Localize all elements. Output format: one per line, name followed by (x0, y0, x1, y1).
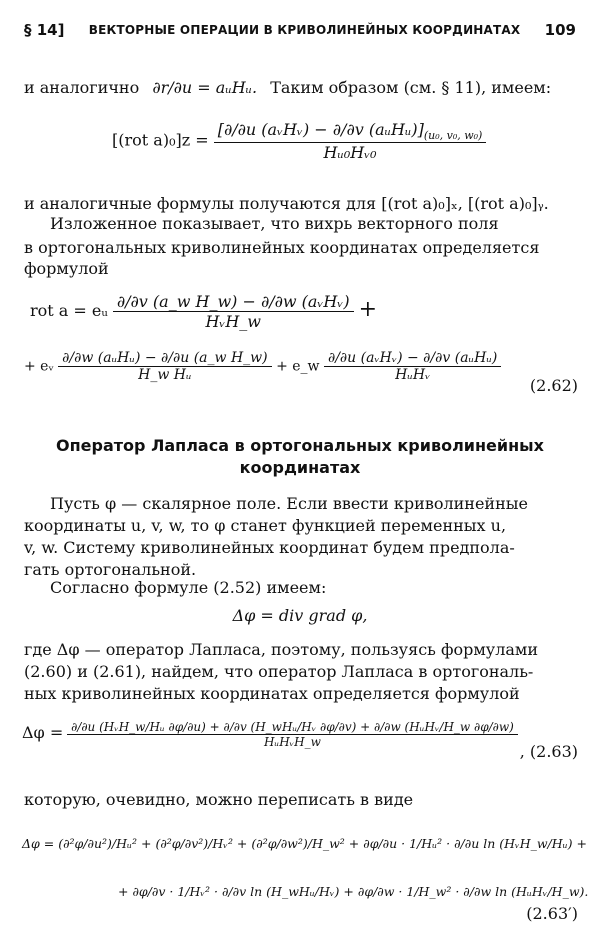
para2-line2: координаты u, v, w, то φ станет функцией переменных u, (24, 516, 507, 535)
section-mark: § 14] (24, 21, 65, 39)
rot-term1-num: ∂/∂v (a_w H_w) − ∂/∂w (aᵥHᵥ) (113, 292, 354, 312)
text-thus: Таким образом (см. § 11), имеем: (270, 78, 552, 97)
equation-laplacian-expanded-line1: Δφ = (∂²φ/∂u²)/Hᵤ² + (∂²φ/∂v²)/Hᵥ² + (∂²φ/∂w²)/H_w² + ∂φ/∂u · 1/Hᵤ² · ∂/∂u ln (HᵥH_w/Hᵤ) + (22, 836, 587, 851)
section-title-line2: координатах (239, 458, 361, 477)
rot-term2-num: ∂/∂w (aᵤHᵤ) − ∂/∂u (a_w H_w) (58, 350, 271, 367)
text-and-similarly: и аналогично (24, 78, 140, 97)
rot-z-fraction (214, 120, 487, 162)
para3-line1: Согласно формуле (2.52) имеем: (50, 578, 327, 597)
laplacian-num: ∂/∂u (HᵥH_w/Hᵤ ∂φ/∂u) + ∂/∂v (H_wHᵤ/Hᵥ ∂φ/∂v) + ∂/∂w (HᵤHᵥ/H_w ∂φ/∂w) (67, 720, 518, 735)
rot-z-numerator (214, 120, 487, 143)
rot-term1 (113, 292, 354, 331)
laplacian-den: HᵤHᵥH_w (263, 735, 321, 749)
laplacian-fraction (67, 720, 518, 749)
page-number: 109 (544, 21, 576, 39)
equation-number-2-62: (2.62) (529, 376, 578, 395)
laplacian-lhs: Δφ = (22, 723, 64, 742)
inline-equation: ∂r/∂u = aᵤHᵤ. (152, 78, 258, 97)
equation-rot-line1 (30, 292, 377, 331)
rot-term3-num: ∂/∂u (aᵥHᵥ) − ∂/∂v (aᵤHᵤ) (324, 350, 501, 367)
para2-line4: гать ортогональной. (24, 560, 197, 579)
equation-laplacian (22, 720, 518, 749)
equation-rot-line2 (24, 350, 501, 383)
para1-line2: в ортогональных криволинейных координатах определяется (24, 238, 540, 257)
header-title: ВЕКТОРНЫЕ ОПЕРАЦИИ В КРИВОЛИНЕЙНЫХ КООРДИНАТАХ (88, 23, 521, 37)
equation-number-2-63-prime: (2.63′) (526, 904, 578, 923)
para5-line1: которую, очевидно, можно переписать в виде (24, 790, 414, 809)
equation-laplacian-expanded-line2: + ∂φ/∂v · 1/Hᵥ² · ∂/∂v ln (H_wHᵤ/Hᵥ) + ∂φ/∂w · 1/H_w² · ∂/∂w ln (HᵤHᵥ/H_w). (118, 884, 589, 899)
rot-z-lhs: [(rot a)₀]z = (112, 130, 209, 150)
rot-term2-pre: + eᵥ (24, 358, 54, 375)
para2-line3: v, w. Систему криволинейных координат будем предпола- (24, 538, 515, 557)
running-header (24, 20, 576, 40)
section-title-line1: Оператор Лапласа в ортогональных криволинейных (56, 436, 544, 455)
rot-term2-den: H_w Hᵤ (138, 367, 192, 383)
equation-number-2-63: , (2.63) (519, 742, 578, 761)
rot-z-num-text: [∂/∂u (aᵥHᵥ) − ∂/∂v (aᵤHᵤ)] (217, 120, 424, 139)
equation-laplace-definition: Δφ = div grad φ, (232, 606, 368, 625)
rot-plus: + (358, 297, 378, 322)
para4-line1: где Δφ — оператор Лапласа, поэтому, пользуясь формулами (24, 640, 539, 659)
equation-rot-z (112, 120, 486, 162)
rot-term3-pre: + e_w (276, 358, 320, 375)
para1-line3: формулой (24, 259, 109, 278)
para2-line1: Пусть φ — скалярное поле. Если ввести криволинейные (50, 494, 528, 513)
rot-term1-den: HᵥH_w (205, 312, 261, 331)
para4-line3: ных криволинейных координатах определяется формулой (24, 684, 520, 703)
text-line-1 (24, 78, 576, 98)
rot-z-denominator: Hᵤ₀Hᵥ₀ (323, 143, 377, 163)
para4-line2: (2.60) и (2.61), найдем, что оператор Лапласа в ортогональ- (24, 662, 534, 681)
rot-term2 (58, 350, 271, 383)
rot-term3 (324, 350, 501, 383)
rot-lhs: rot a = eᵤ (30, 301, 108, 320)
rot-term3-den: HᵤHᵥ (395, 367, 431, 383)
text-line-3: и аналогичные формулы получаются для [(rot a)₀]ₓ, [(rot a)₀]ᵧ. (24, 194, 549, 213)
rot-z-sub: (u₀, v₀, w₀) (423, 129, 483, 143)
para1-line1: Изложенное показывает, что вихрь векторного поля (50, 214, 499, 233)
